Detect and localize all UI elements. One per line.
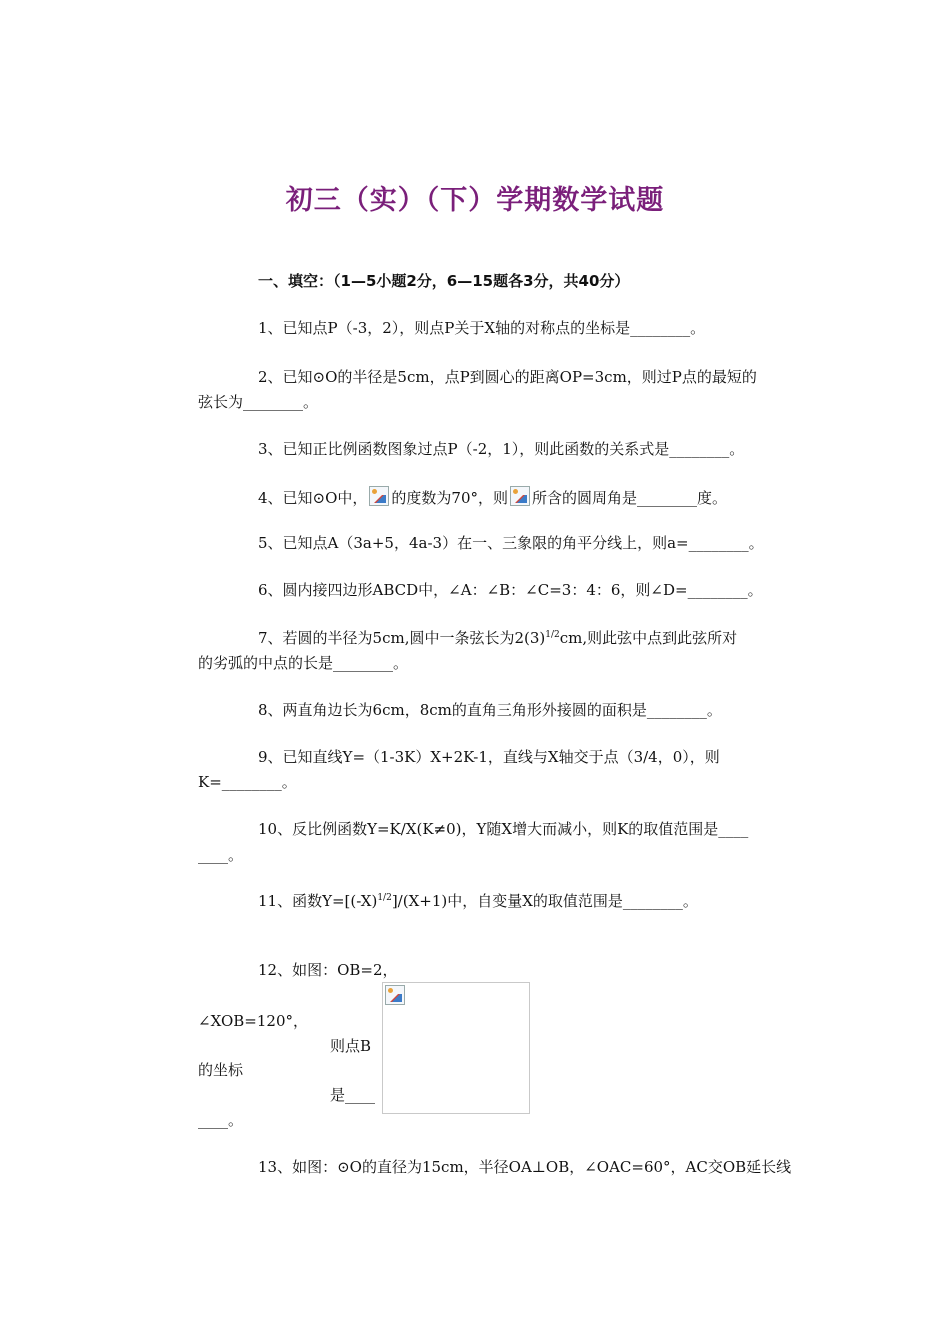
question-12-line-5: 是____ xyxy=(330,1086,376,1104)
question-7-exponent: 1/2 xyxy=(545,630,560,640)
broken-image-icon xyxy=(369,486,389,506)
question-11 xyxy=(258,891,698,911)
question-10-line-2: ____。 xyxy=(198,846,244,864)
question-12-line-3: 则点B xyxy=(330,1037,372,1055)
broken-image-icon xyxy=(510,486,530,506)
question-10-line-1: 10、反比例函数Y=K/X(K≠0)，Y随X增大而减小，则K的取值范围是____ xyxy=(258,820,749,838)
question-7-line-2: 的劣弧的中点的长是________。 xyxy=(198,654,409,672)
question-4-part-1: 4、已知⊙O中， xyxy=(258,489,368,507)
question-13: 13、如图：⊙O的直径为15cm，半径OA⊥OB，∠OAC=60°，AC交OB延长线 xyxy=(258,1158,792,1176)
question-11-exponent: 1/2 xyxy=(377,893,392,903)
question-2-line-2: 弦长为________。 xyxy=(198,393,319,411)
question-11-part-1: 11、函数Y=[(-X) xyxy=(258,892,378,910)
question-11-part-2: ]/(X+1)中，自变量X的取值范围是________。 xyxy=(391,892,698,910)
question-4-part-3: 所含的圆周角是________度。 xyxy=(532,489,728,507)
question-1: 1、已知点P（-3，2），则点P关于X轴的对称点的坐标是________。 xyxy=(258,319,706,337)
question-8: 8、两直角边长为6cm，8cm的直角三角形外接圆的面积是________。 xyxy=(258,701,722,719)
question-7-part-1: 7、若圆的半径为5cm,圆中一条弦长为2(3) xyxy=(258,629,546,647)
figure-placeholder xyxy=(382,982,530,1114)
question-12-line-2: ∠XOB=120°， xyxy=(198,1012,309,1030)
question-4 xyxy=(258,486,727,508)
question-9-line-1: 9、已知直线Y=（1-3K）X+2K-1，直线与X轴交于点（3/4，0），则 xyxy=(258,748,720,766)
broken-image-icon xyxy=(385,985,405,1005)
question-7-line-1 xyxy=(258,628,737,648)
question-2-line-1: 2、已知⊙O的半径是5cm，点P到圆心的距离OP=3cm，则过P点的最短的 xyxy=(258,368,757,386)
question-12-line-6: ____。 xyxy=(198,1111,244,1129)
section-heading: 一、填空：（1—5小题2分，6—15题各3分，共40分） xyxy=(258,272,630,290)
question-12-line-4: 的坐标 xyxy=(198,1061,244,1079)
question-7-part-2: cm,则此弦中点到此弦所对 xyxy=(559,629,738,647)
question-4-part-2: 的度数为70°，则 xyxy=(391,489,509,507)
question-6: 6、圆内接四边形ABCD中，∠A：∠B：∠C=3：4：6，则∠D=________。 xyxy=(258,581,763,599)
question-12-line-1: 12、如图：OB=2， xyxy=(258,961,398,979)
question-5: 5、已知点A（3a+5，4a-3）在一、三象限的角平分线上，则a=________。 xyxy=(258,534,764,552)
question-3: 3、已知正比例函数图象过点P（-2，1），则此函数的关系式是________。 xyxy=(258,440,745,458)
question-9-line-2: K=________。 xyxy=(198,773,297,791)
page-title: 初三（实）（下）学期数学试题 xyxy=(285,185,665,216)
